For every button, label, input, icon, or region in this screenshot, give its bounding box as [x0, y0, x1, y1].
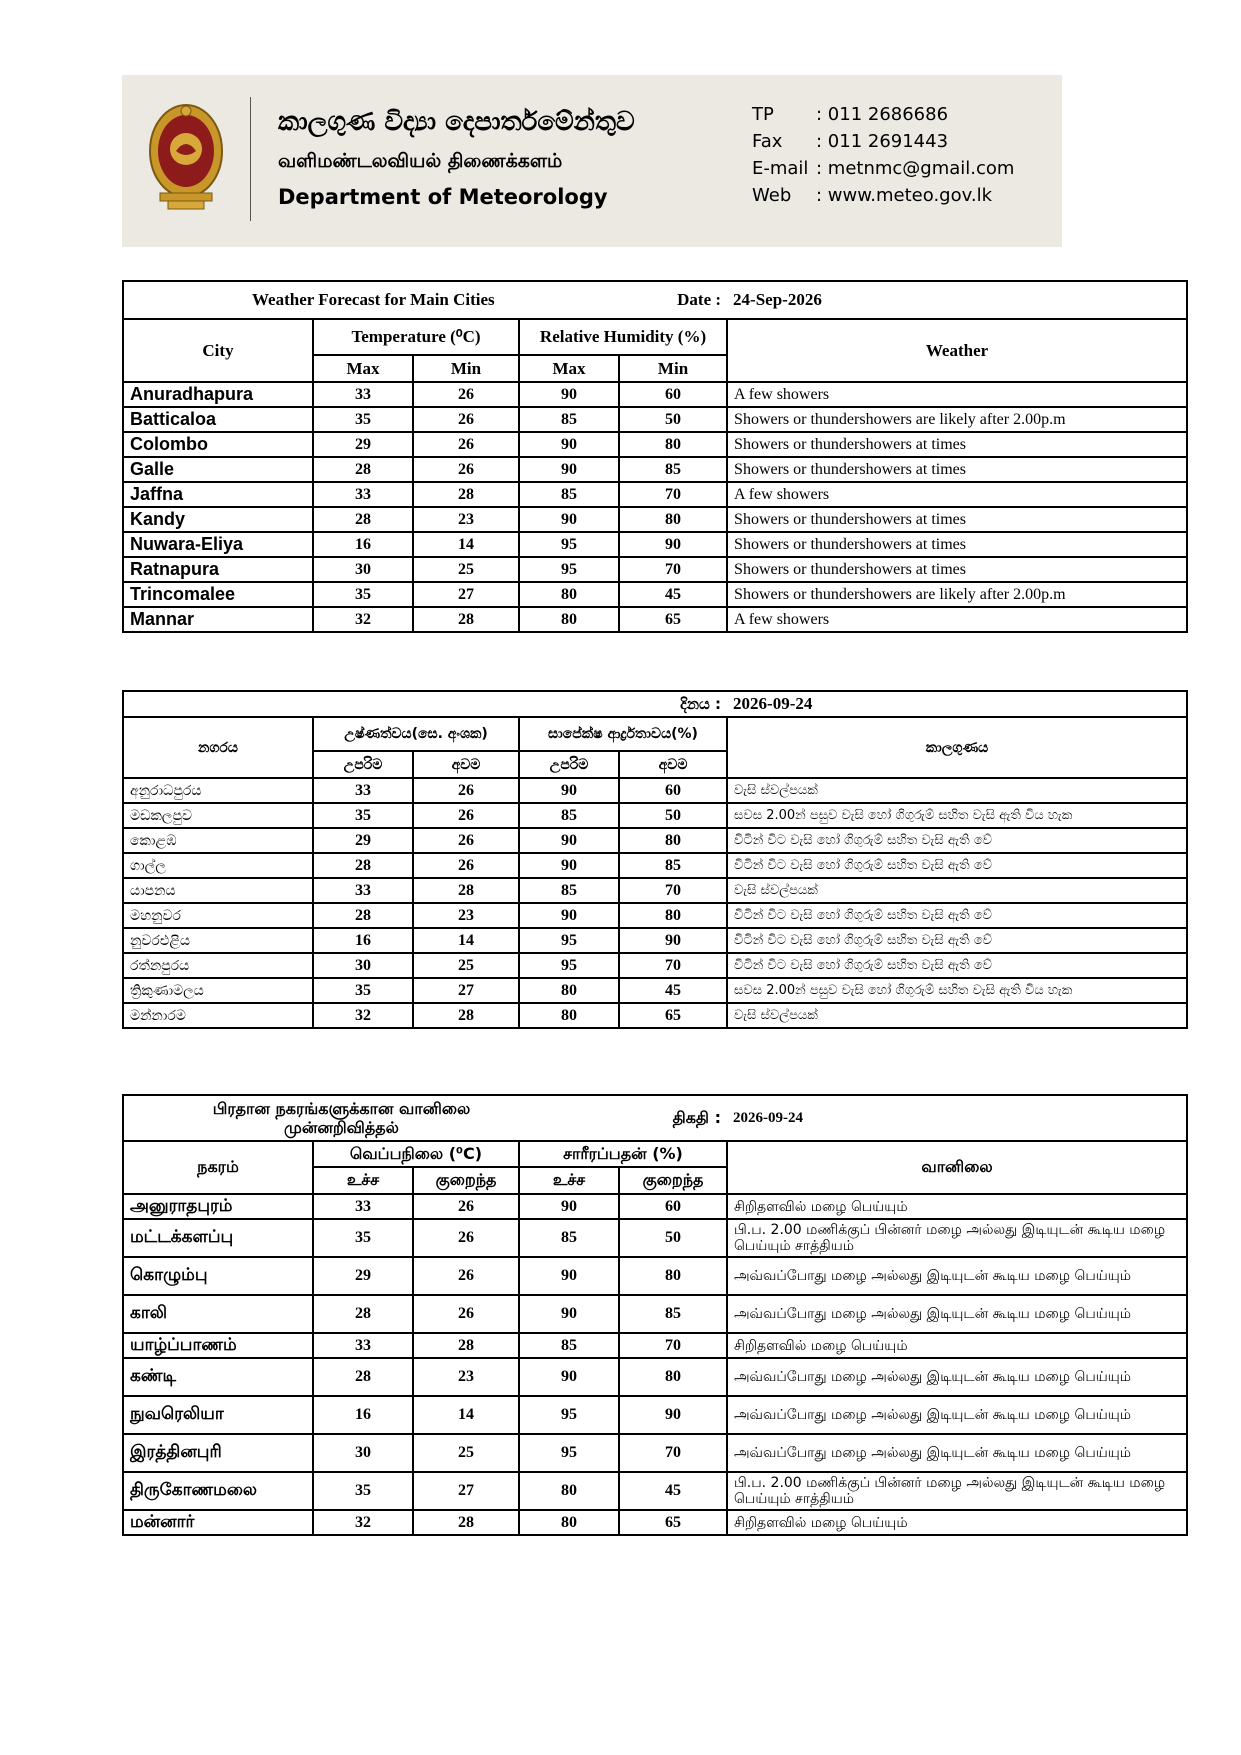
contact-row-fax [752, 128, 1014, 155]
temp-min-value: 26 [413, 1257, 519, 1295]
weather-description: වැසි ස්වල්පයක් [727, 878, 1187, 903]
weather-description: அவ்வப்போது மழை அல்லது இடியுடன் கூடிய மழை பெய்யும் [727, 1295, 1187, 1333]
table-row [123, 803, 1187, 828]
header-row [123, 717, 1187, 751]
rh-min-value: 90 [619, 532, 727, 557]
col-rh-min: குறைந்த [619, 1167, 727, 1194]
temp-min-value: 26 [413, 828, 519, 853]
contact-label: E-mail [752, 158, 809, 179]
city-name: அனுராதபுரம் [123, 1194, 313, 1219]
temp-max-value: 35 [313, 978, 413, 1003]
weather-description: அவ்வப்போது மழை அல்லது இடியுடன் கூடிய மழை பெய்யும் [727, 1257, 1187, 1295]
col-weather: කාලගුණය [727, 717, 1187, 778]
contact-row-tp [752, 101, 1014, 128]
weather-description: பி.ப. 2.00 மணிக்குப் பின்னர் மழை அல்லது இடியுடன் கூடிய மழை பெய்யும் சாத்தியம் [727, 1472, 1187, 1510]
rh-max-value: 80 [519, 1003, 619, 1028]
table-title: Weather Forecast for Main Cities [123, 281, 619, 319]
weather-description: சிறிதளவில் மழை பெய்யும் [727, 1333, 1187, 1358]
rh-min-value: 70 [619, 878, 727, 903]
rh-max-value: 80 [519, 978, 619, 1003]
sinhala-table-body [123, 778, 1187, 1028]
contact-label: TP [752, 104, 774, 125]
temp-max-value: 30 [313, 1434, 413, 1472]
rh-min-value: 65 [619, 607, 727, 632]
table-row [123, 778, 1187, 803]
temp-max-value: 16 [313, 928, 413, 953]
city-name: නුවරඑළිය [123, 928, 313, 953]
date-label: දිනය : [123, 691, 727, 717]
rh-min-value: 85 [619, 457, 727, 482]
table-row [123, 1003, 1187, 1028]
rh-max-value: 85 [519, 407, 619, 432]
temp-max-value: 35 [313, 407, 413, 432]
col-humidity: சாரீரப்பதன் (%) [519, 1141, 727, 1167]
temp-min-value: 28 [413, 878, 519, 903]
rh-max-value: 90 [519, 1295, 619, 1333]
city-name: மட்டக்களப்பு [123, 1219, 313, 1257]
weather-description: பி.ப. 2.00 மணிக்குப் பின்னர் மழை அல்லது இடியுடன் கூடிய மழை பெய்யும் சாத்தியம் [727, 1219, 1187, 1257]
weather-description: විටින් විට වැසි හෝ ගිගුරුම් සහිත වැසි ඇති වේ [727, 828, 1187, 853]
temp-max-value: 33 [313, 482, 413, 507]
table-title-row [123, 1095, 1187, 1141]
rh-max-value: 95 [519, 1396, 619, 1434]
department-title-english: Department of Meteorology [278, 185, 608, 209]
rh-min-value: 80 [619, 1358, 727, 1396]
temp-max-value: 32 [313, 607, 413, 632]
col-temp-max: Max [313, 355, 413, 382]
temp-min-value: 27 [413, 582, 519, 607]
city-name: ත්‍රිකුණාමලය [123, 978, 313, 1003]
weather-description: Showers or thundershowers are likely after 2.00p.m [727, 582, 1187, 607]
temp-min-value: 27 [413, 978, 519, 1003]
rh-min-value: 85 [619, 853, 727, 878]
temp-min-value: 23 [413, 1358, 519, 1396]
temp-min-value: 28 [413, 1333, 519, 1358]
city-name: මහනුවර [123, 903, 313, 928]
rh-max-value: 90 [519, 457, 619, 482]
rh-min-value: 80 [619, 828, 727, 853]
contact-value[interactable]: : www.meteo.gov.lk [816, 185, 993, 206]
col-weather: வானிலை [727, 1141, 1187, 1194]
rh-max-value: 95 [519, 557, 619, 582]
rh-min-value: 50 [619, 1219, 727, 1257]
table-row [123, 607, 1187, 632]
rh-min-value: 65 [619, 1510, 727, 1535]
temp-min-value: 28 [413, 1003, 519, 1028]
weather-description: சிறிதளவில் மழை பெய்யும் [727, 1194, 1187, 1219]
city-name: Colombo [123, 432, 313, 457]
rh-min-value: 80 [619, 507, 727, 532]
temp-min-value: 28 [413, 482, 519, 507]
temp-min-value: 25 [413, 557, 519, 582]
col-temperature: வெப்பநிலை (⁰C) [313, 1141, 519, 1167]
table-row [123, 382, 1187, 407]
date-value: 24-Sep-2026 [727, 281, 1187, 319]
weather-description: Showers or thundershowers at times [727, 457, 1187, 482]
city-name: අනුරාධපුරය [123, 778, 313, 803]
city-name: Nuwara-Eliya [123, 532, 313, 557]
temp-min-value: 26 [413, 457, 519, 482]
temp-min-value: 26 [413, 1194, 519, 1219]
city-name: Jaffna [123, 482, 313, 507]
col-rh-max: உச்ச [519, 1167, 619, 1194]
temp-max-value: 29 [313, 432, 413, 457]
weather-description: වැසි ස්වල්පයක් [727, 1003, 1187, 1028]
city-name: Trincomalee [123, 582, 313, 607]
contact-info [752, 101, 1014, 209]
table-row [123, 1257, 1187, 1295]
table-row [123, 407, 1187, 432]
temp-min-value: 26 [413, 853, 519, 878]
header-row [123, 319, 1187, 355]
sri-lanka-emblem-icon [146, 101, 226, 213]
temp-min-value: 14 [413, 532, 519, 557]
rh-max-value: 90 [519, 1257, 619, 1295]
temp-max-value: 35 [313, 582, 413, 607]
weather-description: විටින් විට වැසි හෝ ගිගුරුම් සහිත වැසි ඇති වේ [727, 928, 1187, 953]
rh-max-value: 90 [519, 778, 619, 803]
city-name: Anuradhapura [123, 382, 313, 407]
col-city: City [123, 319, 313, 382]
rh-max-value: 80 [519, 582, 619, 607]
weather-description: විටින් විට වැසි හෝ ගිගුරුම් සහිත වැසි ඇති වේ [727, 853, 1187, 878]
rh-min-value: 70 [619, 1434, 727, 1472]
weather-description: සවස 2.00න් පසුව වැසි හෝ ගිගුරුම් සහිත වැසි ඇති විය හැක [727, 978, 1187, 1003]
rh-min-value: 80 [619, 903, 727, 928]
rh-min-value: 80 [619, 432, 727, 457]
temp-max-value: 32 [313, 1003, 413, 1028]
col-temp-min: අවම [413, 751, 519, 778]
rh-max-value: 80 [519, 607, 619, 632]
rh-max-value: 90 [519, 382, 619, 407]
weather-description: சிறிதளவில் மழை பெய்யும் [727, 1510, 1187, 1535]
rh-min-value: 60 [619, 1194, 727, 1219]
rh-max-value: 95 [519, 928, 619, 953]
rh-min-value: 85 [619, 1295, 727, 1333]
rh-max-value: 90 [519, 1194, 619, 1219]
table-row [123, 1472, 1187, 1510]
col-weather: Weather [727, 319, 1187, 382]
temp-min-value: 25 [413, 1434, 519, 1472]
city-name: கண்டி [123, 1358, 313, 1396]
rh-max-value: 90 [519, 853, 619, 878]
city-name: மன்னார் [123, 1510, 313, 1535]
table-row [123, 828, 1187, 853]
rh-min-value: 60 [619, 382, 727, 407]
temp-max-value: 30 [313, 557, 413, 582]
rh-min-value: 45 [619, 1472, 727, 1510]
col-rh-min: අවම [619, 751, 727, 778]
temp-max-value: 28 [313, 1295, 413, 1333]
temp-min-value: 26 [413, 407, 519, 432]
weather-description: වැසි ස්වල්පයක් [727, 778, 1187, 803]
table-row [123, 1194, 1187, 1219]
city-name: Ratnapura [123, 557, 313, 582]
temp-max-value: 33 [313, 382, 413, 407]
date-label: திகதி : [619, 1095, 727, 1141]
temp-max-value: 30 [313, 953, 413, 978]
weather-description: Showers or thundershowers at times [727, 507, 1187, 532]
weather-description: Showers or thundershowers at times [727, 557, 1187, 582]
temp-min-value: 26 [413, 1295, 519, 1333]
rh-min-value: 90 [619, 1396, 727, 1434]
date-label: Date : [619, 281, 727, 319]
weather-description: அவ்வப்போது மழை அல்லது இடியுடன் கூடிய மழை பெய்யும் [727, 1396, 1187, 1434]
temp-min-value: 26 [413, 432, 519, 457]
rh-min-value: 70 [619, 1333, 727, 1358]
weather-description: විටින් විට වැසි හෝ ගිගුරුම් සහිත වැසි ඇති වේ [727, 903, 1187, 928]
col-humidity: සාපේක්ෂ ආර්ද්‍රතාවය(%) [519, 717, 727, 751]
city-name: நுவரெலியா [123, 1396, 313, 1434]
weather-description: Showers or thundershowers at times [727, 532, 1187, 557]
rh-min-value: 65 [619, 1003, 727, 1028]
weather-description: සවස 2.00න් පසුව වැසි හෝ ගිගුරුම් සහිත වැසි ඇති විය හැක [727, 803, 1187, 828]
temp-max-value: 29 [313, 1257, 413, 1295]
department-titles [278, 105, 635, 213]
table-title-row [123, 691, 1187, 717]
col-temp-min: குறைந்த [413, 1167, 519, 1194]
table-row [123, 482, 1187, 507]
col-temp-max: உச்ச [313, 1167, 413, 1194]
temp-min-value: 14 [413, 928, 519, 953]
rh-max-value: 90 [519, 828, 619, 853]
col-city: නගරය [123, 717, 313, 778]
col-temperature: උෂ්ණත්වය(සෙ. අංශක) [313, 717, 519, 751]
col-rh-max: Max [519, 355, 619, 382]
temp-min-value: 26 [413, 382, 519, 407]
table-row [123, 507, 1187, 532]
rh-max-value: 85 [519, 803, 619, 828]
temp-min-value: 23 [413, 507, 519, 532]
rh-max-value: 80 [519, 1510, 619, 1535]
header-banner [122, 75, 1062, 247]
city-name: காலி [123, 1295, 313, 1333]
city-name: යාපනය [123, 878, 313, 903]
rh-min-value: 60 [619, 778, 727, 803]
weather-description: A few showers [727, 607, 1187, 632]
contact-row-web [752, 182, 1014, 209]
city-name: கொழும்பு [123, 1257, 313, 1295]
table-row [123, 557, 1187, 582]
english-forecast-table [122, 280, 1188, 633]
rh-max-value: 85 [519, 482, 619, 507]
table-row [123, 953, 1187, 978]
rh-max-value: 85 [519, 878, 619, 903]
weather-description: Showers or thundershowers at times [727, 432, 1187, 457]
temp-max-value: 16 [313, 532, 413, 557]
col-rh-min: Min [619, 355, 727, 382]
table-row [123, 878, 1187, 903]
rh-max-value: 85 [519, 1219, 619, 1257]
city-name: Mannar [123, 607, 313, 632]
rh-min-value: 90 [619, 928, 727, 953]
table-row [123, 928, 1187, 953]
temp-min-value: 27 [413, 1472, 519, 1510]
rh-max-value: 85 [519, 1333, 619, 1358]
rh-max-value: 95 [519, 532, 619, 557]
tamil-forecast-table [122, 1094, 1188, 1536]
rh-min-value: 45 [619, 978, 727, 1003]
city-name: රත්නපුරය [123, 953, 313, 978]
rh-min-value: 50 [619, 803, 727, 828]
table-row [123, 1333, 1187, 1358]
temp-max-value: 33 [313, 1333, 413, 1358]
city-name: මන්නාරම [123, 1003, 313, 1028]
rh-min-value: 70 [619, 557, 727, 582]
table-row [123, 1295, 1187, 1333]
rh-max-value: 80 [519, 1472, 619, 1510]
rh-min-value: 50 [619, 407, 727, 432]
weather-description: A few showers [727, 382, 1187, 407]
temp-max-value: 33 [313, 778, 413, 803]
weather-description: அவ்வப்போது மழை அல்லது இடியுடன் கூடிய மழை பெய்யும் [727, 1358, 1187, 1396]
temp-max-value: 29 [313, 828, 413, 853]
col-temp-max: උපරිම [313, 751, 413, 778]
rh-min-value: 80 [619, 1257, 727, 1295]
table-row [123, 1396, 1187, 1434]
sinhala-forecast-table [122, 690, 1188, 1029]
city-name: කොළඹ [123, 828, 313, 853]
city-name: Batticaloa [123, 407, 313, 432]
date-value: 2026-09-24 [727, 691, 1187, 717]
contact-label: Web [752, 185, 792, 206]
table-row [123, 1358, 1187, 1396]
table-row [123, 1510, 1187, 1535]
contact-value: : 011 2691443 [816, 131, 949, 152]
table-row [123, 532, 1187, 557]
temp-max-value: 28 [313, 853, 413, 878]
table-row [123, 853, 1187, 878]
temp-min-value: 23 [413, 903, 519, 928]
weather-description: அவ்வப்போது மழை அல்லது இடியுடன் கூடிய மழை பெய்யும் [727, 1434, 1187, 1472]
city-name: இரத்தினபுரி [123, 1434, 313, 1472]
temp-max-value: 33 [313, 1194, 413, 1219]
temp-min-value: 26 [413, 778, 519, 803]
banner-divider [250, 97, 251, 221]
table-row [123, 978, 1187, 1003]
temp-min-value: 28 [413, 607, 519, 632]
city-name: ගාල්ල [123, 853, 313, 878]
city-name: Kandy [123, 507, 313, 532]
col-humidity: Relative Humidity (%) [519, 319, 727, 355]
col-rh-max: උපරිම [519, 751, 619, 778]
table-row [123, 1219, 1187, 1257]
temp-min-value: 28 [413, 1510, 519, 1535]
rh-max-value: 90 [519, 903, 619, 928]
temp-max-value: 28 [313, 457, 413, 482]
contact-row-email [752, 155, 1014, 182]
col-city: நகரம் [123, 1141, 313, 1194]
table-row [123, 432, 1187, 457]
contact-value: : 011 2686686 [816, 104, 949, 125]
weather-description: විටින් විට වැසි හෝ ගිගුරුම් සහිත වැසි ඇති වේ [727, 953, 1187, 978]
temp-max-value: 32 [313, 1510, 413, 1535]
rh-max-value: 90 [519, 432, 619, 457]
table-row [123, 582, 1187, 607]
rh-max-value: 90 [519, 1358, 619, 1396]
city-name: யாழ்ப்பாணம் [123, 1333, 313, 1358]
col-temperature: Temperature (⁰C) [313, 319, 519, 355]
temp-max-value: 35 [313, 1472, 413, 1510]
temp-max-value: 35 [313, 803, 413, 828]
temp-min-value: 14 [413, 1396, 519, 1434]
table-title-row [123, 281, 1187, 319]
date-value: 2026-09-24 [727, 1095, 1187, 1141]
city-name: Galle [123, 457, 313, 482]
weather-description: Showers or thundershowers are likely after 2.00p.m [727, 407, 1187, 432]
city-name: திருகோணமலை [123, 1472, 313, 1510]
rh-min-value: 70 [619, 953, 727, 978]
department-title-sinhala: කාලගුණ විද්‍යා දෙපාර්තමේන්තුව [278, 107, 635, 137]
temp-max-value: 16 [313, 1396, 413, 1434]
table-title: பிரதான நகரங்களுக்கான வானிலை முன்னறிவித்தல் [123, 1095, 619, 1141]
table-row [123, 1434, 1187, 1472]
rh-max-value: 95 [519, 1434, 619, 1472]
contact-value[interactable]: : metnmc@gmail.com [816, 158, 1015, 179]
table-row [123, 903, 1187, 928]
weather-description: A few showers [727, 482, 1187, 507]
contact-label: Fax [752, 131, 783, 152]
temp-min-value: 25 [413, 953, 519, 978]
rh-max-value: 90 [519, 507, 619, 532]
rh-min-value: 45 [619, 582, 727, 607]
department-title-tamil: வளிமண்டலவியல் திணைக்களம் [278, 150, 563, 172]
table-row [123, 457, 1187, 482]
header-row [123, 1141, 1187, 1167]
temp-max-value: 33 [313, 878, 413, 903]
tamil-table-body [123, 1194, 1187, 1535]
english-table-body [123, 382, 1187, 632]
city-name: මඩකලපුව [123, 803, 313, 828]
temp-max-value: 35 [313, 1219, 413, 1257]
temp-max-value: 28 [313, 507, 413, 532]
temp-max-value: 28 [313, 1358, 413, 1396]
rh-min-value: 70 [619, 482, 727, 507]
col-temp-min: Min [413, 355, 519, 382]
rh-max-value: 95 [519, 953, 619, 978]
temp-max-value: 28 [313, 903, 413, 928]
temp-min-value: 26 [413, 803, 519, 828]
temp-min-value: 26 [413, 1219, 519, 1257]
